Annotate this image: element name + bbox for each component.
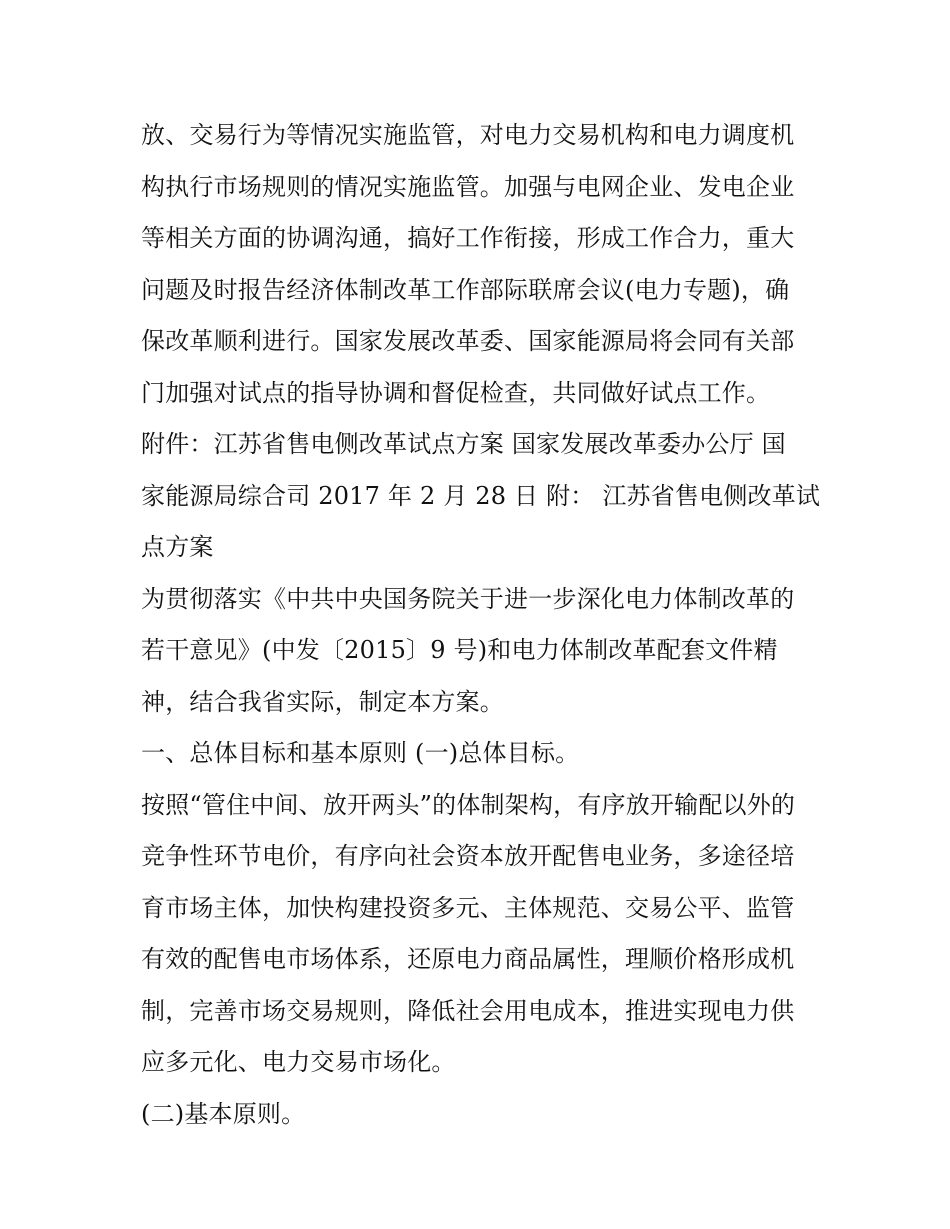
section-heading: 一、总体目标和基本原则 (一)总体目标。 <box>141 739 580 767</box>
text-line: 门加强对试点的指导协调和督促检查，共同做好试点工作。 <box>141 378 771 407</box>
text-line: 为贯彻落实《中共中央国务院关于进一步深化电力体制改革的 <box>141 584 795 613</box>
subsection-heading: (二)基本原则。 <box>141 1099 306 1128</box>
text-line: 应多元化、电力交易市场化。 <box>141 1048 456 1076</box>
attachment-title-line: 点方案 <box>141 533 214 561</box>
attachment-line: 附件：江苏省售电侧改革试点方案 国家发展改革委办公厅 国 <box>141 430 786 458</box>
text-line: 等相关方面的协调沟通，搞好工作衔接，形成工作合力，重大 <box>141 224 795 252</box>
document-body <box>141 110 821 1140</box>
text-line: 若干意见》(中发〔2015〕9 号)和电力体制改革配套文件精 <box>141 636 778 664</box>
attachment-line: 家能源局综合司 2017 年 2 月 28 日 附： 江苏省售电侧改革试 <box>141 481 821 510</box>
text-line: 保改革顺利进行。国家发展改革委、国家能源局将会同有关部 <box>141 327 795 355</box>
text-line: 问题及时报告经济体制改革工作部际联席会议(电力专题)，确 <box>141 275 790 304</box>
text-line: 神，结合我省实际，制定本方案。 <box>141 687 504 716</box>
text-line: 竞争性环节电价，有序向社会资本放开配售电业务，多途径培 <box>141 842 795 870</box>
text-line: 育市场主体，加快构建投资多元、主体规范、交易公平、监管 <box>141 893 795 922</box>
text-line: 构执行市场规则的情况实施监管。加强与电网企业、发电企业 <box>141 172 795 201</box>
text-line: 制，完善市场交易规则，降低社会用电成本，推进实现电力供 <box>141 996 795 1025</box>
text-line: 有效的配售电市场体系，还原电力商品属性，理顺价格形成机 <box>141 945 795 973</box>
text-line: 按照“管住中间、放开两头”的体制架构，有序放开输配以外的 <box>141 790 796 819</box>
text-line: 放、交易行为等情况实施监管，对电力交易机构和电力调度机 <box>141 121 795 149</box>
